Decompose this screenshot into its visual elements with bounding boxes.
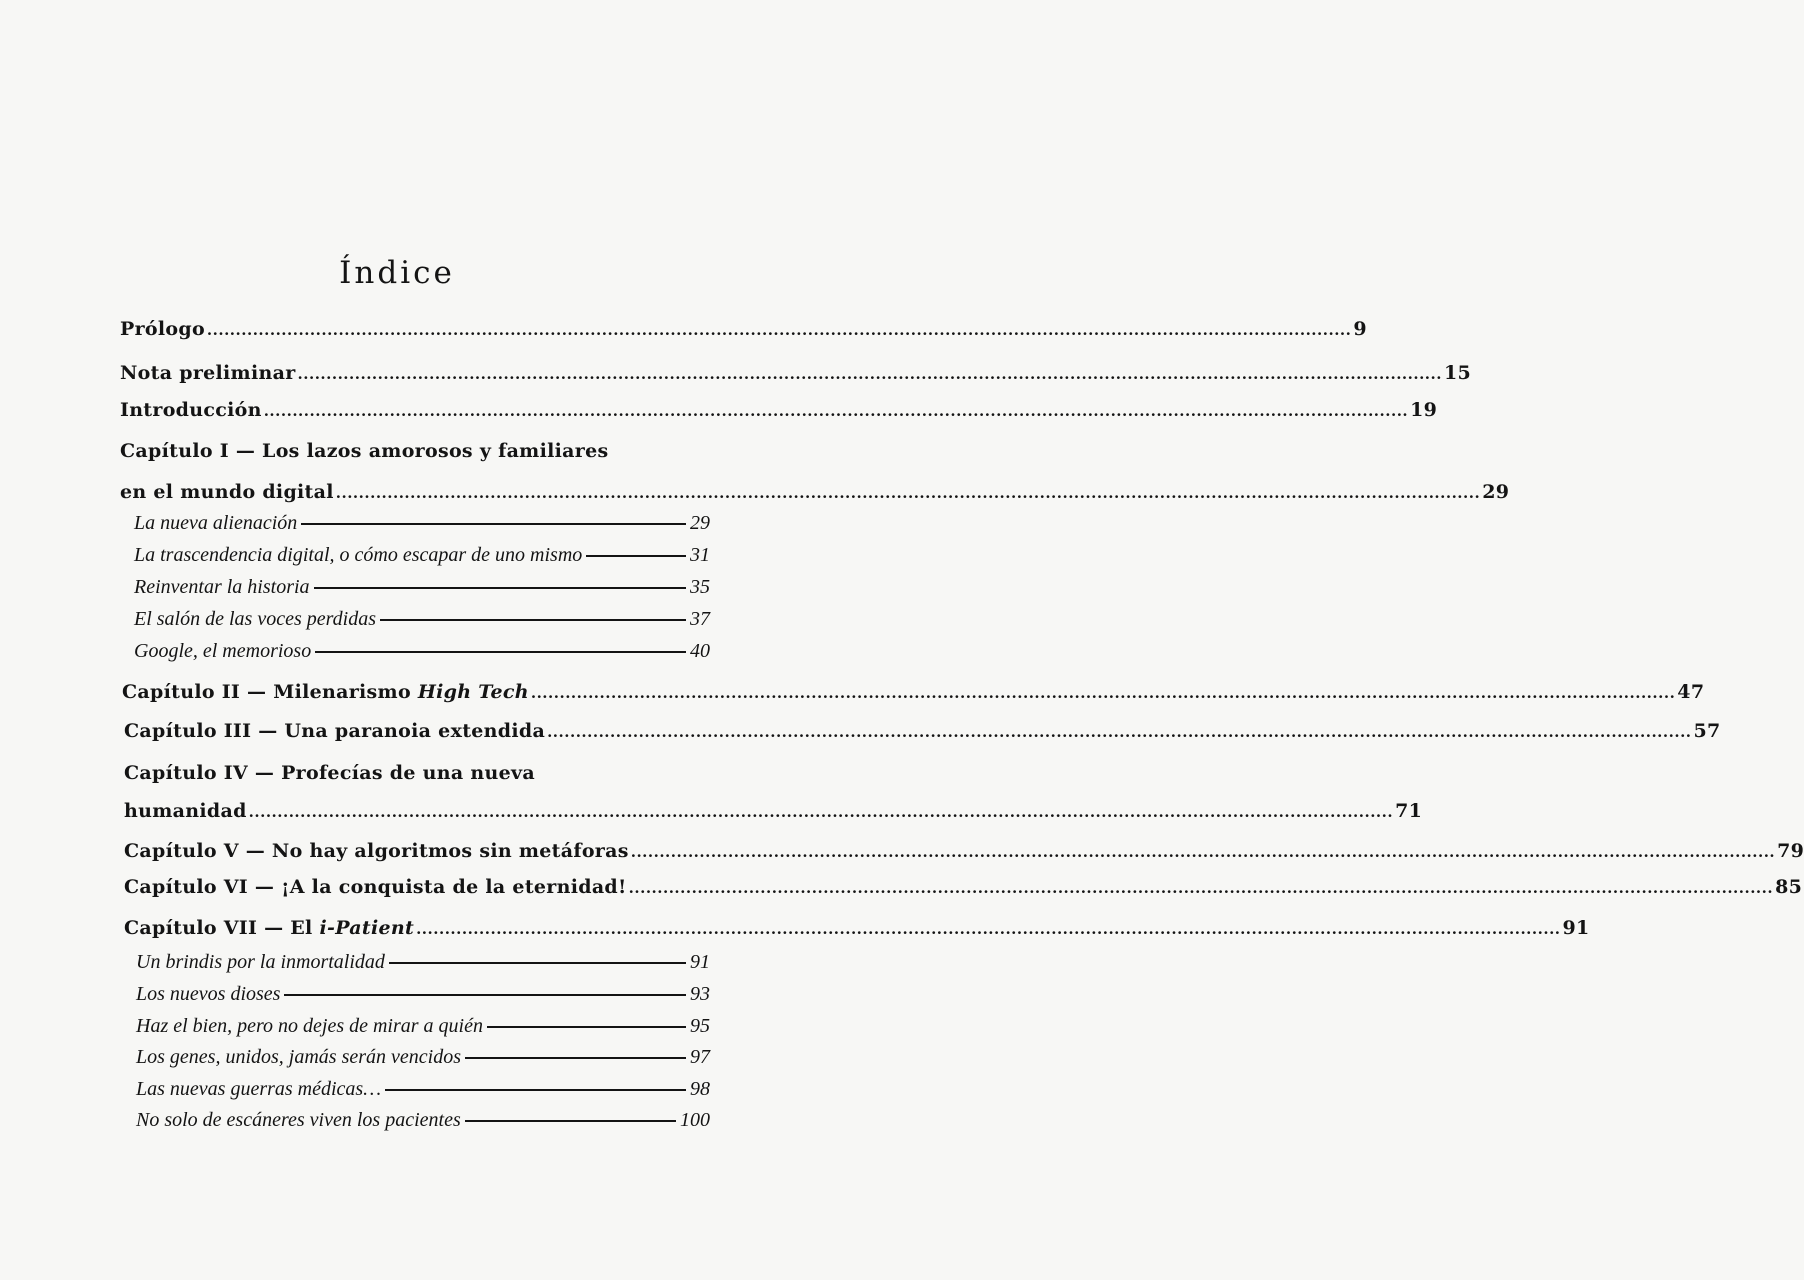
- toc-page-number: 40: [690, 640, 710, 662]
- toc-sublabel: Los genes, unidos, jamás serán vencidos: [136, 1046, 461, 1068]
- dot-leader: ........................................................................................................................................................................................................: [628, 879, 1774, 897]
- toc-subentry: [136, 1078, 710, 1101]
- toc-entry-cap5: [124, 840, 1804, 862]
- toc-page-number: 29: [690, 512, 710, 534]
- toc-subentry: [134, 608, 710, 631]
- toc-sublabel: Reinventar la historia: [134, 576, 310, 598]
- toc-page-number: 15: [1443, 362, 1472, 384]
- toc-page-number: 19: [1410, 399, 1438, 421]
- toc-page-number: 35: [690, 576, 710, 598]
- rule-leader: [389, 962, 686, 964]
- toc-label: humanidad: [124, 800, 247, 822]
- toc-subentry: [134, 576, 710, 599]
- toc-sublabel: Un brindis por la inmortalidad: [136, 951, 385, 973]
- toc-label: Prólogo: [120, 318, 205, 340]
- dot-leader: ........................................................................................................................................................................................................: [335, 484, 1481, 502]
- toc-label: Capítulo III — Una paranoia extendida: [124, 720, 546, 742]
- toc-entry-cap4-title-line: Capítulo IV — Profecías de una nueva: [124, 762, 535, 784]
- rule-leader: [301, 523, 686, 525]
- toc-page-number: 93: [690, 983, 710, 1005]
- toc-page-number: 57: [1693, 720, 1721, 742]
- toc-sublabel: Google, el memorioso: [134, 640, 312, 662]
- toc-page-number: 91: [690, 951, 710, 973]
- dot-leader: ........................................................................................................................................................................................................: [530, 684, 1676, 702]
- toc-page-number: 31: [690, 544, 710, 566]
- dot-leader: ........................................................................................................................................................................................................: [206, 321, 1352, 339]
- toc-subentry: [134, 640, 710, 663]
- toc-label-text: Capítulo VII — El: [124, 917, 320, 939]
- toc-label-italic: i-Patient: [319, 917, 415, 939]
- toc-page-number: 71: [1395, 800, 1423, 822]
- toc-label-italic: High Tech: [417, 681, 529, 703]
- dot-leader: ........................................................................................................................................................................................................: [416, 920, 1561, 938]
- toc-page-number: 97: [690, 1046, 710, 1068]
- toc-sublabel: Las nuevas guerras médicas…: [136, 1078, 381, 1100]
- toc-entry-introduccion: [120, 399, 1438, 421]
- toc-entry-cap3: [124, 720, 1721, 742]
- toc-entry-cap2: [122, 681, 1705, 703]
- toc-page-number: 37: [690, 608, 710, 630]
- toc-page-number: 98: [690, 1078, 710, 1100]
- toc-entry-cap4: [124, 800, 1423, 822]
- toc-page-number: 29: [1482, 481, 1510, 503]
- rule-leader: [284, 994, 686, 996]
- dot-leader: ........................................................................................................................................................................................................: [630, 843, 1776, 861]
- toc-subentry: [136, 1046, 710, 1069]
- toc-page-number: 95: [690, 1015, 710, 1037]
- dot-leader: ........................................................................................................................................................................................................: [263, 402, 1409, 420]
- toc-label-text: Capítulo II — Milenarismo: [122, 681, 418, 703]
- toc-subentry: [136, 1109, 710, 1132]
- toc-label: [124, 917, 414, 939]
- rule-leader: [315, 651, 686, 653]
- toc-sublabel: Los nuevos dioses: [136, 983, 281, 1005]
- toc-entry-cap7: [124, 917, 1590, 939]
- toc-entry-cap1: [120, 481, 1510, 503]
- page-title: Índice: [339, 255, 455, 291]
- toc-subentry: [134, 512, 710, 535]
- toc-subentry: [136, 1015, 710, 1038]
- dot-leader: ........................................................................................................................................................................................................: [547, 723, 1692, 741]
- toc-entry-cap1-title-line: Capítulo I — Los lazos amorosos y familiares: [120, 440, 609, 462]
- toc-label: Nota preliminar: [120, 362, 296, 384]
- rule-leader: [465, 1120, 676, 1122]
- dot-leader: ........................................................................................................................................................................................................: [297, 365, 1442, 383]
- toc-label: Capítulo VI — ¡A la conquista de la eternidad!: [124, 876, 627, 898]
- toc-subentry: [136, 983, 710, 1006]
- toc-label: Introducción: [120, 399, 262, 421]
- toc-entry-prologo: [120, 318, 1367, 340]
- toc-sublabel: No solo de escáneres viven los pacientes: [136, 1109, 461, 1131]
- toc-entry-nota-preliminar: [120, 362, 1472, 384]
- toc-page-number: 79: [1777, 840, 1804, 862]
- rule-leader: [380, 619, 686, 621]
- toc-page-number: 47: [1677, 681, 1705, 703]
- toc-label: en el mundo digital: [120, 481, 334, 503]
- toc-sublabel: El salón de las voces perdidas: [134, 608, 377, 630]
- rule-leader: [487, 1026, 686, 1028]
- rule-leader: [385, 1089, 686, 1091]
- toc-entry-cap6: [124, 876, 1803, 898]
- toc-sublabel: Haz el bien, pero no dejes de mirar a quién: [136, 1015, 483, 1037]
- rule-leader: [465, 1057, 686, 1059]
- rule-leader: [314, 587, 686, 589]
- toc-sublabel: La nueva alienación: [134, 512, 298, 534]
- toc-page-number: 9: [1353, 318, 1367, 340]
- toc-label: [122, 681, 529, 703]
- toc-subentry: [134, 544, 710, 567]
- toc-label: Capítulo V — No hay algoritmos sin metáforas: [124, 840, 629, 862]
- toc-sublabel: La trascendencia digital, o cómo escapar de uno mismo: [134, 544, 583, 566]
- dot-leader: ........................................................................................................................................................................................................: [248, 803, 1394, 821]
- toc-page-number: 91: [1562, 917, 1590, 939]
- toc-page-number: 100: [680, 1109, 710, 1131]
- rule-leader: [586, 555, 686, 557]
- toc-page-number: 85: [1775, 876, 1803, 898]
- toc-subentry: [136, 951, 710, 974]
